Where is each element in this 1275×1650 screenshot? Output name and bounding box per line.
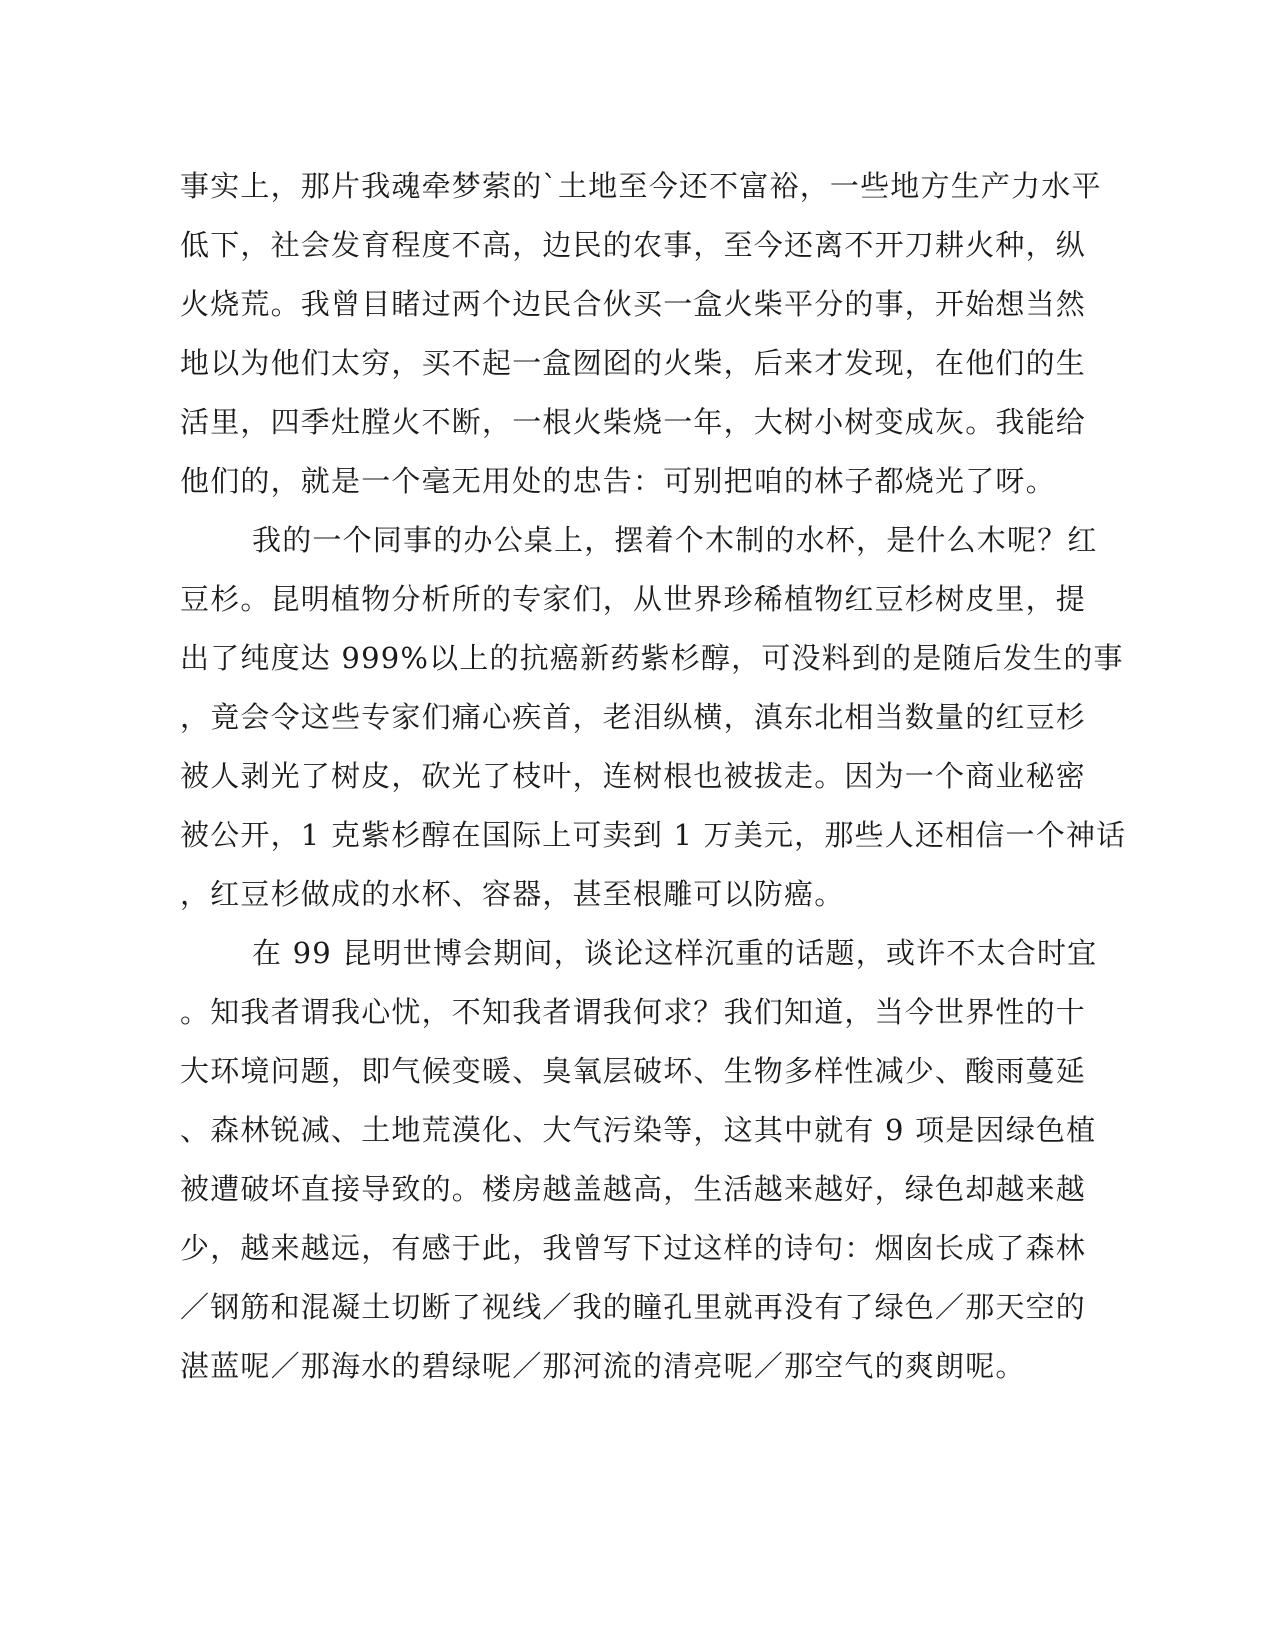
text-line: 低下，社会发育程度不高，边民的农事，至今还离不开刀耕火种，纵 — [180, 228, 1087, 262]
text-line: ／钢筋和混凝土切断了视线／我的瞳孔里就再没有了绿色／那天空的 — [180, 1290, 1087, 1324]
text-line: 火烧荒。我曾目睹过两个边民合伙买一盒火柴平分的事，开始想当然 — [180, 287, 1087, 321]
text-line: 在 99 昆明世博会期间，谈论这样沉重的话题，或许不太合时宜 — [252, 936, 1098, 970]
text-line: ，竟会令这些专家们痛心疾首，老泪纵横，滇东北相当数量的红豆杉 — [180, 700, 1087, 734]
text-line: 。知我者谓我心忧，不知我者谓我何求？我们知道，当今世界性的十 — [180, 995, 1087, 1029]
text-line: 被遭破坏直接导致的。楼房越盖越高，生活越来越好，绿色却越来越 — [180, 1172, 1087, 1206]
text-line: 他们的，就是一个毫无用处的忠告：可别把咱的林子都烧光了呀。 — [180, 464, 1056, 498]
text-line: 被公开，1 克紫杉醇在国际上可卖到 1 万美元，那些人还相信一个神话 — [180, 818, 1127, 852]
paragraph — [180, 157, 1102, 511]
text-line: 事实上，那片我魂牵梦萦的`土地至今还不富裕，一些地方生产力水平 — [180, 169, 1102, 203]
paragraph — [180, 511, 1127, 924]
text-line: 少，越来越远，有感于此，我曾写下过这样的诗句：烟囱长成了森林 — [180, 1231, 1087, 1265]
text-line: 活里，四季灶膛火不断，一根火柴烧一年，大树小树变成灰。我能给 — [180, 405, 1087, 439]
text-line: 大环境问题，即气候变暖、臭氧层破坏、生物多样性减少、酸雨蔓延 — [180, 1054, 1087, 1088]
text-line: 地以为他们太穷，买不起一盒囫囵的火柴，后来才发现，在他们的生 — [180, 346, 1087, 380]
text-line: 、森林锐减、土地荒漠化、大气污染等，这其中就有 9 项是因绿色植 — [180, 1113, 1097, 1147]
document-body — [180, 157, 1127, 1396]
text-line: 我的一个同事的办公桌上，摆着个木制的水杯，是什么木呢？红 — [252, 523, 1098, 557]
text-line: 出了纯度达 999%以上的抗癌新药紫杉醇，可没料到的是随后发生的事 — [180, 641, 1124, 675]
text-line: 被人剥光了树皮，砍光了枝叶，连树根也被拔走。因为一个商业秘密 — [180, 759, 1087, 793]
paragraph — [180, 924, 1098, 1396]
text-line: 湛蓝呢／那海水的碧绿呢／那河流的清亮呢／那空气的爽朗呢。 — [180, 1349, 1026, 1383]
text-line: ，红豆杉做成的水杯、容器，甚至根雕可以防癌。 — [180, 877, 845, 911]
text-line: 豆杉。昆明植物分析所的专家们，从世界珍稀植物红豆杉树皮里，提 — [180, 582, 1087, 616]
